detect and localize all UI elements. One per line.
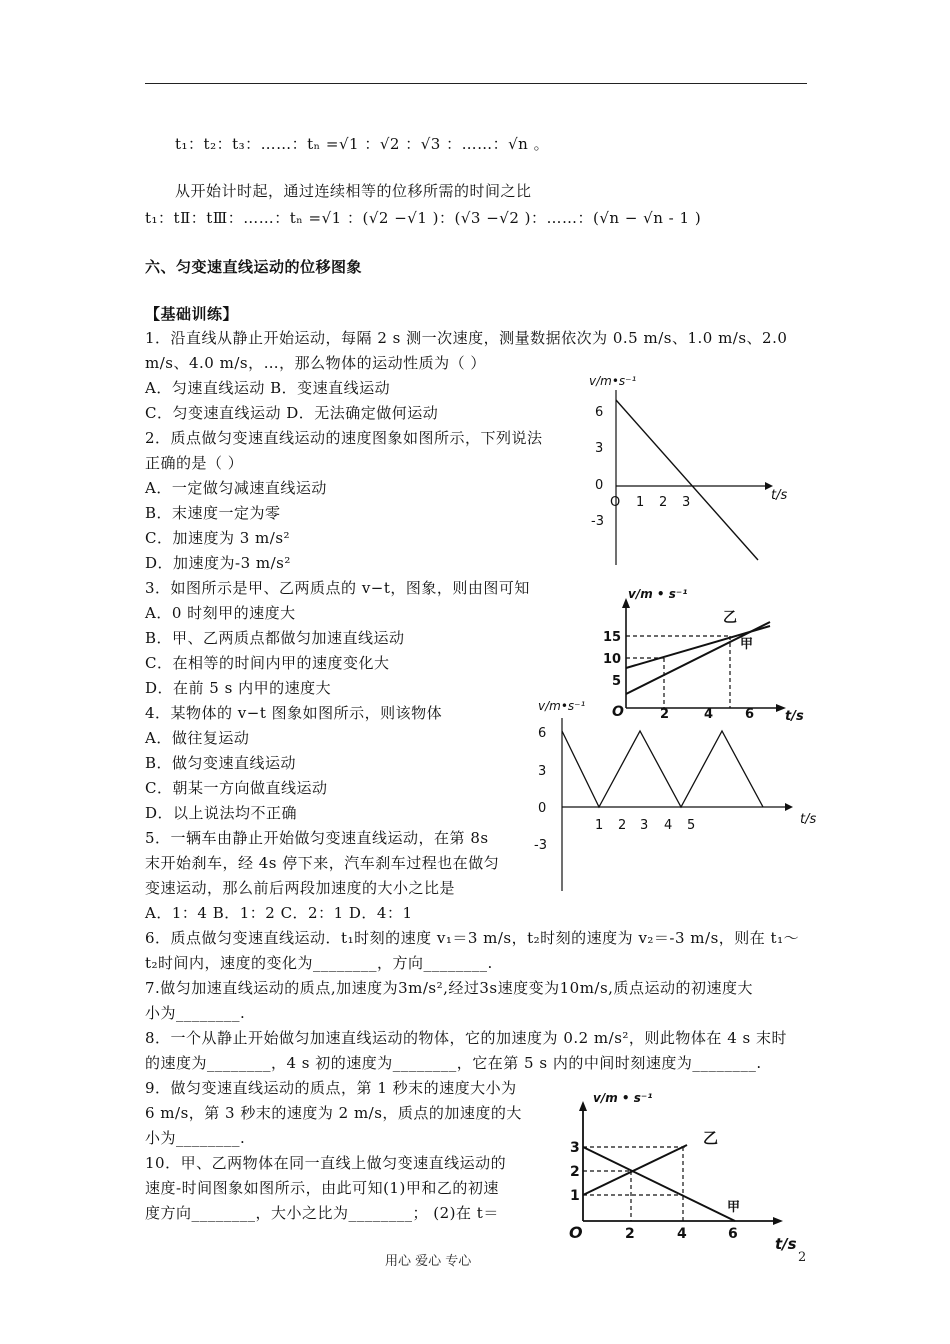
graph-q2-xtick-2: 2	[659, 495, 668, 510]
footer-motto: 用心 爱心 专心	[385, 1254, 472, 1269]
question-line: 3．如图所示是甲、乙两质点的 v−t，图象，则由图可知	[145, 579, 530, 597]
question-line: C．匀变速直线运动 D．无法确定做何运动	[145, 404, 439, 422]
graph-q3-ytick-10: 10	[603, 652, 622, 667]
question-line: B．末速度一定为零	[145, 504, 281, 522]
question-line: C．在相等的时间内甲的速度变化大	[145, 654, 390, 672]
graph-q3-xtick-o: O	[612, 704, 624, 720]
graph-q2-ytick-neg3: -3	[591, 514, 604, 529]
question-line: A．做往复运动	[145, 729, 250, 747]
question-line: 速度-时间图象如图所示，由此可知(1)甲和乙的初速	[145, 1179, 499, 1197]
graph-q10-xtick-6: 6	[728, 1226, 738, 1242]
graph-q4-line	[562, 731, 763, 807]
question-line: 正确的是（ ）	[145, 454, 244, 472]
graph-q2-xtick-3: 3	[682, 495, 691, 510]
intro-equal-displacement: 从开始计时起，通过连续相等的位移所需的时间之比	[175, 182, 532, 200]
question-line: 小为________.	[145, 1004, 246, 1022]
graph-q10-xlabel: t/s	[775, 1235, 797, 1253]
graph-q2-line	[616, 400, 758, 560]
graph-q4-xlabel: t/s	[800, 812, 817, 827]
question-line: 4．某物体的 v−t 图象如图所示，则该物体	[145, 704, 443, 722]
graph-q4	[530, 696, 830, 896]
header-rule	[145, 83, 807, 84]
question-line: 变速运动，那么前后两段加速度的大小之比是	[145, 879, 456, 897]
graph-q10-x-arrow	[773, 1217, 783, 1225]
graph-q10-xtick-o: O	[569, 1223, 583, 1242]
formula-time-ratio: t₁：t₂：t₃：……：tₙ =√1 ：√2 ：√3 ：……：√n 。	[175, 135, 550, 153]
question-line: t₂时间内，速度的变化为________，方向________.	[145, 954, 493, 972]
graph-q4-ylabel: v/m•s⁻¹	[538, 699, 586, 713]
graph-q10-ytick-1: 1	[570, 1188, 580, 1204]
question-line: A．一定做匀减速直线运动	[145, 479, 327, 497]
graph-q2-ytick-0: 0	[595, 478, 604, 493]
graph-q2-ylabel: v/m•s⁻¹	[589, 374, 637, 388]
graph-q2-xtick-o: O	[610, 495, 621, 510]
graph-q2	[575, 370, 805, 570]
question-line: 9．做匀变速直线运动的质点，第 1 秒末的速度大小为	[145, 1079, 517, 1097]
graph-q10-ytick-2: 2	[570, 1164, 580, 1180]
graph-q3-ytick-5: 5	[612, 674, 622, 689]
graph-q4-xtick-1: 1	[595, 818, 604, 833]
question-line: 6．质点做匀变速直线运动．t₁时刻的速度 v₁＝3 m/s，t₂时刻的速度为 v₂＝-3 m/s，则在 t₁～	[145, 929, 800, 947]
graph-q2-xtick-1: 1	[636, 495, 645, 510]
graph-q10-xtick-4: 4	[677, 1226, 687, 1242]
graph-q4-xtick-4: 4	[664, 818, 673, 833]
graph-q2-ytick-3: 3	[595, 441, 604, 456]
formula-displacement-ratio: t₁：tⅡ：tⅢ：……：tₙ =√1 ：(√2 −√1 )：(√3 −√2 )：……：(√n − √n - 1 )	[145, 209, 702, 227]
question-line: A．匀速直线运动 B．变速直线运动	[145, 379, 391, 397]
graph-q4-xtick-5: 5	[687, 818, 696, 833]
graph-q4-xtick-2: 2	[618, 818, 627, 833]
graph-q4-xtick-3: 3	[640, 818, 649, 833]
question-line: 5．一辆车由静止开始做匀变速直线运动，在第 8s	[145, 829, 489, 847]
section-heading: 六、匀变速直线运动的位移图象	[145, 258, 363, 276]
question-line: 6 m/s，第 3 秒末的速度为 2 m/s，质点的加速度的大	[145, 1104, 522, 1122]
graph-q10-y-arrow	[579, 1101, 587, 1111]
graph-q3-label-yi: 乙	[723, 610, 737, 626]
graph-q10-line-yi	[583, 1145, 687, 1195]
graph-q2-ytick-6: 6	[595, 405, 604, 420]
question-line: C．朝某一方向做直线运动	[145, 779, 328, 797]
graph-q4-ytick-6: 6	[538, 726, 547, 741]
graph-q10-label-jia: 甲	[727, 1200, 741, 1215]
question-line: C．加速度为 3 m/s²	[145, 529, 291, 547]
question-line: D．以上说法均不正确	[145, 804, 298, 822]
question-line: D．加速度为-3 m/s²	[145, 554, 291, 572]
graph-q4-ytick-0: 0	[538, 801, 547, 816]
graph-q10-xtick-2: 2	[625, 1226, 635, 1242]
question-line: 的速度为________，4 s 初的速度为________，它在第 5 s 内的中间时刻速度为________.	[145, 1054, 762, 1072]
question-line: 7.做匀加速直线运动的质点,加速度为3m/s²,经过3s速度变为10m/s,质点运动的初速度大	[145, 979, 753, 997]
question-line: A．0 时刻甲的速度大	[145, 604, 296, 622]
graph-q10-ylabel: v/m • s⁻¹	[593, 1091, 653, 1105]
question-line: m/s、4.0 m/s，…，那么物体的运动性质为（ ）	[145, 354, 486, 372]
graph-q3-ytick-15: 15	[603, 630, 622, 645]
training-header: 【基础训练】	[145, 305, 239, 323]
graph-q3-label-jia: 甲	[740, 637, 754, 652]
graph-q10-ytick-3: 3	[570, 1140, 580, 1156]
graph-q4-ytick-3: 3	[538, 764, 547, 779]
question-line: 2．质点做匀变速直线运动的速度图象如图所示，下列说法	[145, 429, 543, 447]
graph-q3-xtick-4: 4	[704, 707, 714, 722]
question-line: D．在前 5 s 内甲的速度大	[145, 679, 332, 697]
page-number: 2	[798, 1250, 807, 1265]
question-line: 小为________.	[145, 1129, 246, 1147]
graph-q4-ytick-neg3: -3	[534, 838, 547, 853]
graph-q10	[565, 1085, 805, 1257]
question-line: B．做匀变速直线运动	[145, 754, 297, 772]
question-line: 末开始刹车，经 4s 停下来，汽车刹车过程也在做匀	[145, 854, 500, 872]
graph-q3-xlabel: t/s	[785, 709, 804, 722]
question-line: 10．甲、乙两物体在同一直线上做匀变速直线运动的	[145, 1154, 507, 1172]
question-line: 8．一个从静止开始做匀加速直线运动的物体，它的加速度为 0.2 m/s²，则此物体在 4 s 末时	[145, 1029, 787, 1047]
graph-q4-x-arrow	[785, 803, 793, 811]
question-line: 1．沿直线从静止开始运动，每隔 2 s 测一次速度，测量数据依次为 0.5 m/s、1.0 m/s、2.0	[145, 329, 788, 347]
question-line: A．1：4 B．1：2 C．2：1 D．4：1	[145, 904, 413, 922]
graph-q3-ylabel: v/m • s⁻¹	[628, 587, 688, 601]
question-line: B．甲、乙两质点都做匀加速直线运动	[145, 629, 405, 647]
graph-q3-xtick-2: 2	[660, 707, 670, 722]
question-line: 度方向________，大小之比为________； (2)在 t＝	[145, 1204, 499, 1222]
graph-q2-xlabel: t/s	[771, 488, 788, 503]
graph-q10-label-yi: 乙	[703, 1129, 719, 1147]
graph-q3-xtick-6: 6	[745, 707, 755, 722]
